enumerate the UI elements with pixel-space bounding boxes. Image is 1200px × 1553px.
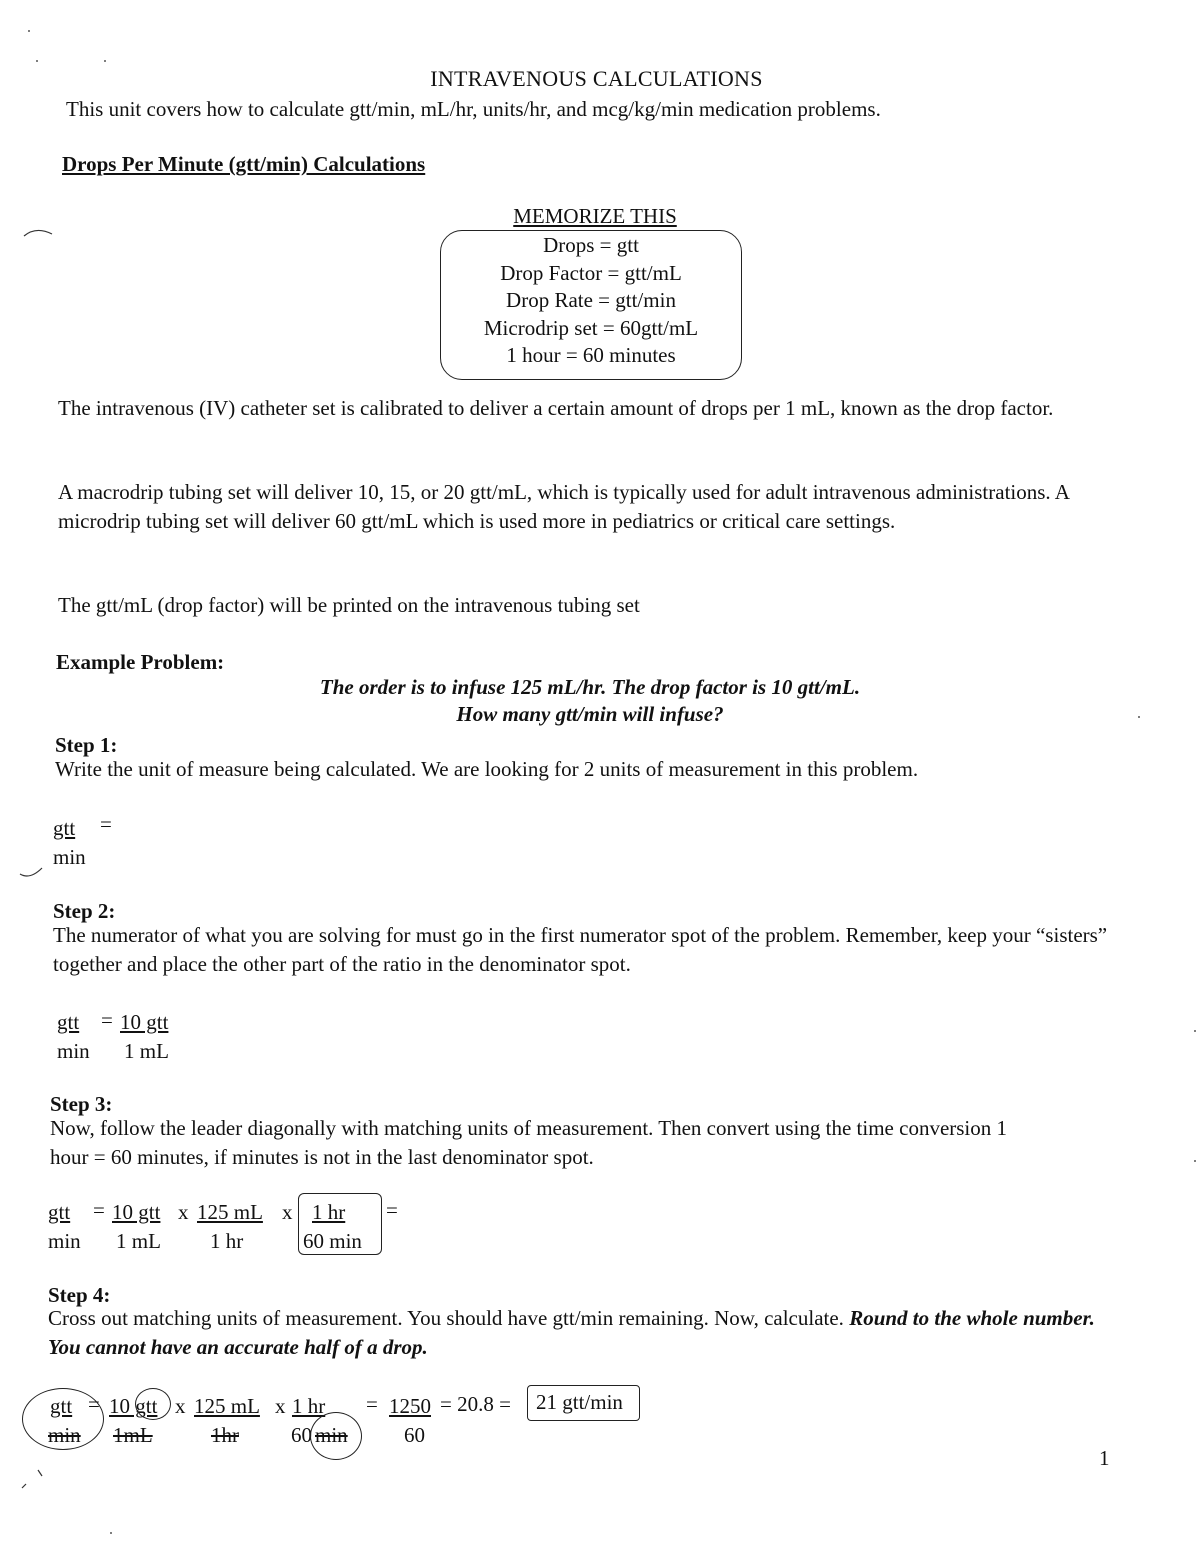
eq2-equals: =	[101, 1008, 113, 1032]
paragraph-tubing-sets: A macrodrip tubing set will deliver 10, 15, or 20 gtt/mL, which is typically used for adult intravenous administrations. A microdrip tubing set will deliver 60 gtt/mL which is used more in pediatrics or critical care settings.	[58, 480, 1069, 533]
step-3-label: Step 3:	[50, 1092, 113, 1116]
eq4-decimal: = 20.8 =	[440, 1392, 511, 1416]
eq4-numerator: gtt	[50, 1394, 73, 1418]
eq4-times-2: x	[275, 1394, 286, 1418]
eq2-factor-numerator: 10 gtt	[120, 1010, 169, 1034]
memorize-line: Drops = gtt	[543, 233, 639, 257]
example-line-2: How many gtt/min will infuse?	[456, 702, 724, 726]
eq3-f3-numerator: 1 hr	[312, 1200, 346, 1224]
section-heading: Drops Per Minute (gtt/min) Calculations	[62, 152, 426, 176]
paragraph-drop-factor: The intravenous (IV) catheter set is calibrated to deliver a certain amount of drops per 1 mL, known as the drop factor.	[58, 396, 1054, 420]
eq4-f3-denominator-number: 60	[291, 1423, 312, 1447]
eq4-f2-numerator: 125 mL	[194, 1394, 260, 1418]
eq4-equals: =	[88, 1392, 100, 1416]
scan-speck	[28, 30, 30, 32]
step-4-plain: Cross out matching units of measurement. You should have gtt/min remaining. Now, calculate.	[48, 1306, 850, 1330]
example-label: Example Problem:	[56, 650, 225, 674]
eq3-equals: =	[93, 1198, 105, 1222]
eq1-equals: =	[100, 812, 112, 836]
eq3-numerator: gtt	[48, 1200, 71, 1224]
scan-speck	[110, 1532, 112, 1534]
eq3-f3-denominator: 60 min	[303, 1229, 362, 1253]
scan-speck	[1194, 1030, 1196, 1032]
scan-mark	[20, 868, 42, 876]
eq4-f1-numerator: 10 gtt	[109, 1394, 158, 1418]
step-4-label: Step 4:	[48, 1283, 111, 1307]
step-1-label: Step 1:	[55, 733, 118, 757]
scan-mark	[38, 1470, 42, 1476]
eq3-denominator: min	[48, 1229, 81, 1253]
page-title: INTRAVENOUS CALCULATIONS	[430, 66, 763, 91]
eq4-denominator: min	[48, 1423, 81, 1447]
scan-mark	[24, 230, 52, 236]
eq3-equals-end: =	[386, 1198, 398, 1222]
step-1-text: Write the unit of measure being calculated. We are looking for 2 units of measurement in this problem.	[55, 757, 919, 781]
step-4-emphasis: Round to the whole number. You cannot have an accurate half of a drop.	[48, 1306, 1095, 1359]
eq4-result-denominator: 60	[404, 1423, 425, 1447]
paragraph-printed: The gtt/mL (drop factor) will be printed on the intravenous tubing set	[58, 593, 640, 617]
eq4-answer: 21 gtt/min	[536, 1390, 623, 1414]
memorize-line: Drop Rate = gtt/min	[506, 288, 676, 312]
scan-speck	[104, 60, 106, 62]
intro-text: This unit covers how to calculate gtt/min, mL/hr, units/hr, and mcg/kg/min medication problems.	[66, 97, 881, 121]
eq1-denominator: min	[53, 845, 86, 869]
scan-mark	[22, 1484, 26, 1488]
eq3-times-1: x	[178, 1200, 189, 1224]
scan-speck	[36, 60, 38, 62]
eq1-numerator: gtt	[53, 816, 76, 840]
eq3-f1-numerator: 10 gtt	[112, 1200, 161, 1224]
eq3-f2-denominator: 1 hr	[210, 1229, 244, 1253]
eq3-f1-denominator: 1 mL	[116, 1229, 161, 1253]
eq3-f2-numerator: 125 mL	[197, 1200, 263, 1224]
example-line-1: The order is to infuse 125 mL/hr. The drop factor is 10 gtt/mL.	[319, 675, 861, 699]
eq2-denominator: min	[57, 1039, 90, 1063]
step-2-text: The numerator of what you are solving for must go in the first numerator spot of the problem. Remember, keep your “sisters” together and place the other part of the ratio in the denominator spot.	[53, 923, 1108, 976]
eq3-times-2: x	[282, 1200, 293, 1224]
eq4-f3-numerator: 1 hr	[292, 1394, 326, 1418]
memorize-line: 1 hour = 60 minutes	[506, 343, 676, 367]
eq2-factor-denominator: 1 mL	[124, 1039, 169, 1063]
memorize-heading: MEMORIZE THIS	[513, 204, 677, 228]
eq4-f2-denominator: 1hr	[211, 1423, 239, 1447]
eq4-f3-denominator-unit: min	[315, 1423, 348, 1447]
eq4-equals-2: =	[366, 1392, 378, 1416]
eq4-times-1: x	[175, 1394, 186, 1418]
memorize-line: Microdrip set = 60gtt/mL	[483, 315, 699, 340]
eq4-result-numerator: 1250	[389, 1394, 431, 1418]
page-number: 1	[1099, 1446, 1110, 1470]
step-2-label: Step 2:	[53, 899, 116, 923]
scan-speck	[1194, 1160, 1196, 1162]
step-3-text: Now, follow the leader diagonally with matching units of measurement. Then convert using the time conversion 1 hour = 60 minutes, if minutes is not in the last denominator spot.	[50, 1116, 1008, 1169]
eq2-numerator: gtt	[57, 1010, 80, 1034]
eq4-f1-denominator: 1mL	[113, 1423, 153, 1447]
scan-speck	[1138, 716, 1140, 718]
memorize-line: Drop Factor = gtt/mL	[500, 260, 682, 285]
